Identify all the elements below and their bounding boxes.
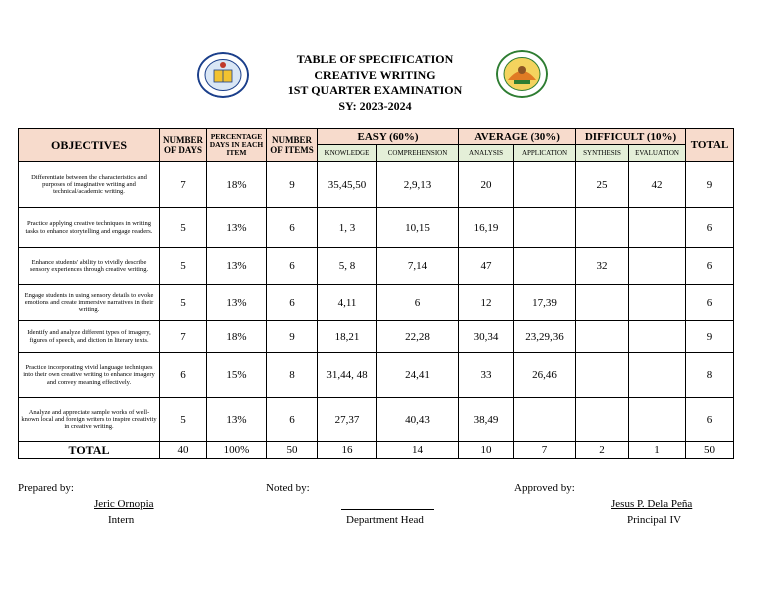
days-cell: 6 [160,353,207,398]
comprehension-cell: 6 [377,285,459,321]
prepared-by-name: Jeric Ornopia [94,498,154,510]
comprehension-cell: 22,28 [377,321,459,353]
synthesis-cell: 25 [576,162,629,208]
noted-by-role: Department Head [346,514,424,526]
percentage-cell: 13% [207,208,267,248]
school-seal-icon [197,52,249,98]
synthesis-cell [576,353,629,398]
row-total-cell: 8 [686,353,734,398]
row-total-cell: 9 [686,162,734,208]
knowledge-header: KNOWLEDGE [318,145,377,162]
application-cell [514,248,576,285]
analysis-cell: 16,19 [459,208,514,248]
average-header: AVERAGE (30%) [459,129,576,145]
knowledge-cell: 5, 8 [318,248,377,285]
items-header: NUMBER OF ITEMS [267,129,318,162]
total-evaluation: 1 [629,442,686,459]
total-application: 7 [514,442,576,459]
items-cell: 6 [267,248,318,285]
table-row [19,208,734,248]
percentage-cell: 18% [207,321,267,353]
knowledge-cell: 1, 3 [318,208,377,248]
exam-title: 1ST QUARTER EXAMINATION [287,83,463,97]
total-items: 50 [267,442,318,459]
evaluation-cell: 42 [629,162,686,208]
easy-header: EASY (60%) [318,129,459,145]
comprehension-cell: 7,14 [377,248,459,285]
evaluation-cell [629,248,686,285]
items-cell: 6 [267,208,318,248]
grand-total: 50 [686,442,734,459]
total-analysis: 10 [459,442,514,459]
total-days: 40 [160,442,207,459]
days-cell: 5 [160,398,207,442]
approved-by-role: Principal IV [627,514,682,526]
table-row [19,353,734,398]
knowledge-cell: 31,44, 48 [318,353,377,398]
synthesis-cell [576,398,629,442]
objective-cell: Analyze and appreciate sample works of well-known local and foreign writers to inspire creativity in creative writing. [19,398,160,442]
days-cell: 5 [160,248,207,285]
items-cell: 6 [267,398,318,442]
comprehension-header: COMPREHENSION [377,145,459,162]
items-cell: 9 [267,321,318,353]
knowledge-cell: 27,37 [318,398,377,442]
days-header: NUMBER OF DAYS [160,129,207,162]
objective-cell: Practice incorporating vivid language techniques into their own creative writing to enhance imagery and convey meaning effectively. [19,353,160,398]
signature-line [341,509,434,510]
objective-cell: Enhance students' ability to vividly describe sensory experiences through creative writing. [19,248,160,285]
table-row [19,248,734,285]
application-header: APPLICATION [514,145,576,162]
days-cell: 7 [160,321,207,353]
days-cell: 5 [160,208,207,248]
knowledge-cell: 35,45,50 [318,162,377,208]
row-total-cell: 6 [686,285,734,321]
evaluation-cell [629,398,686,442]
analysis-header: ANALYSIS [459,145,514,162]
percentage-cell: 15% [207,353,267,398]
evaluation-cell [629,353,686,398]
knowledge-cell: 18,21 [318,321,377,353]
application-cell [514,398,576,442]
analysis-cell: 20 [459,162,514,208]
prepared-by-role: Intern [108,514,135,526]
application-cell: 17,39 [514,285,576,321]
application-cell: 26,46 [514,353,576,398]
percentage-cell: 13% [207,285,267,321]
table-row [19,321,734,353]
total-knowledge: 16 [318,442,377,459]
percentage-cell: 13% [207,248,267,285]
specification-table [18,128,734,459]
analysis-cell: 33 [459,353,514,398]
synthesis-cell: 32 [576,248,629,285]
total-percentage: 100% [207,442,267,459]
synthesis-header: SYNTHESIS [576,145,629,162]
difficult-header: DIFFICULT (10%) [576,129,686,145]
knowledge-cell: 4,11 [318,285,377,321]
synthesis-cell [576,285,629,321]
table-row [19,162,734,208]
approved-by-name: Jesus P. Dela Peña [611,498,693,510]
comprehension-cell: 10,15 [377,208,459,248]
objectives-header: OBJECTIVES [19,129,160,162]
total-header: TOTAL [686,129,734,162]
percentage-cell: 13% [207,398,267,442]
total-label: TOTAL [19,442,160,459]
school-year: SY: 2023-2024 [338,98,412,113]
items-cell: 8 [267,353,318,398]
days-cell: 5 [160,285,207,321]
comprehension-cell: 40,43 [377,398,459,442]
deped-seal-icon [496,50,548,98]
evaluation-cell [629,208,686,248]
table-row [19,285,734,321]
document-header [260,52,490,114]
comprehension-cell: 2,9,13 [377,162,459,208]
row-total-cell: 6 [686,208,734,248]
synthesis-cell [576,208,629,248]
evaluation-cell [629,285,686,321]
synthesis-cell [576,321,629,353]
evaluation-cell [629,321,686,353]
row-total-cell: 6 [686,398,734,442]
subject-title: CREATIVE WRITING [314,67,436,82]
objective-cell: Identify and analyze different types of imagery, figures of speech, and diction in literary texts. [19,321,160,353]
analysis-cell: 47 [459,248,514,285]
items-cell: 6 [267,285,318,321]
prepared-by-label: Prepared by: [18,482,74,494]
application-cell: 23,29,36 [514,321,576,353]
analysis-cell: 12 [459,285,514,321]
document-title: TABLE OF SPECIFICATION [296,52,454,66]
application-cell [514,162,576,208]
analysis-cell: 38,49 [459,398,514,442]
objective-cell: Engage students in using sensory details to evoke emotions and create immersive narratives in their writing. [19,285,160,321]
days-cell: 7 [160,162,207,208]
total-row [19,442,734,459]
total-synthesis: 2 [576,442,629,459]
percentage-header: PERCENTAGE DAYS IN EACH ITEM [207,129,267,162]
items-cell: 9 [267,162,318,208]
row-total-cell: 9 [686,321,734,353]
analysis-cell: 30,34 [459,321,514,353]
evaluation-header: EVALUATION [629,145,686,162]
approved-by-label: Approved by: [514,482,575,494]
comprehension-cell: 24,41 [377,353,459,398]
table-row [19,398,734,442]
row-total-cell: 6 [686,248,734,285]
objective-cell: Practice applying creative techniques in writing tasks to enhance storytelling and engage readers. [19,208,160,248]
percentage-cell: 18% [207,162,267,208]
total-comprehension: 14 [377,442,459,459]
noted-by-label: Noted by: [266,482,310,494]
application-cell [514,208,576,248]
objective-cell: Differentiate between the characteristics and purposes of imaginative writing and technical/academic writing. [19,162,160,208]
